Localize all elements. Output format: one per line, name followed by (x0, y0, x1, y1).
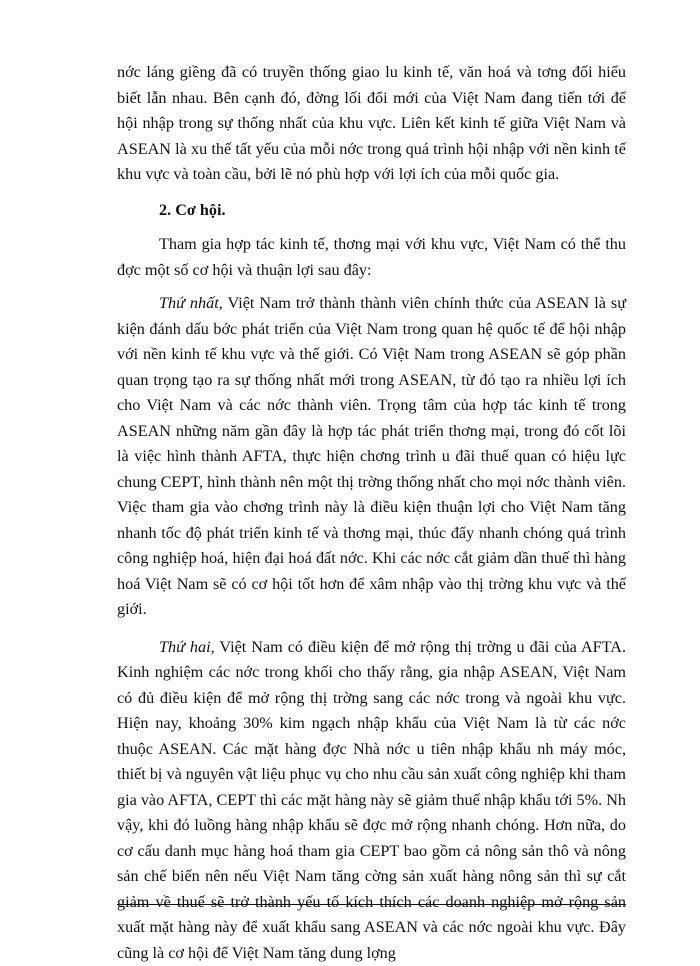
first-point-paragraph (117, 291, 626, 623)
first-point-text: , Việt Nam trở thành thành viên chính thức của ASEAN là sự kiện đánh dấu bớc phát triển của Việt Nam trong quan hệ quốc tế để hội nhập với nền kinh tế khu vực và thế giới. Có Việt Nam trong ASEAN sẽ góp phần quan trọng tạo ra sự thống nhất mới trong ASEAN, từ đó tạo ra nhiều lợi ích cho Việt Nam và các nớc thành viên. Trọng tâm của hợp tác kinh tế trong ASEAN những năm gần đây là hợp tác phát triển thơng mại, trong đó cốt lõi là việc hình thành AFTA, thực hiện chơng trình u đãi thuế quan có hiệu lực chung CEPT, hình thành nên một thị trờng thống nhất cho mọi nớc thành viên. Việc tham gia vào chơng trình này là điều kiện thuận lợi cho Việt Nam tăng nhanh tốc độ phát triển kinh tế và thơng mại, thúc đẩy nhanh chóng quá trình công nghiệp hoá, hiện đại hoá đất nớc. Khi các nớc cắt giảm dần thuế thì hàng hoá Việt Nam sẽ có cơ hội tốt hơn để xâm nhập vào thị trờng khu vực và thế giới. (117, 294, 626, 618)
section-heading: 2. Cơ hội. (117, 198, 626, 224)
first-point-label: Thứ nhất (159, 294, 219, 312)
page-body (117, 60, 626, 966)
intro-paragraph: nớc láng giềng đã có truyền thống giao lu kinh tế, văn hoá và tơng đối hiểu biết lẫn nhau. Bên cạnh đó, đờng lối đổi mới của Việt Nam đang tiến tới để hội nhập trong sự thống nhất của khu vực. Liên kết kinh tế giữa Việt Nam và ASEAN là xu thế tất yếu của mỗi nớc trong quá trình hội nhập với nền kinh tế khu vực và toàn cầu, bởi lẽ nó phù hợp với lợi ích của mỗi quốc gia. (117, 60, 626, 188)
lead-paragraph: Tham gia hợp tác kinh tế, thơng mại với khu vực, Việt Nam có thể thu đợc một số cơ hội và thuận lợi sau đây: (117, 232, 626, 283)
second-point-text: , Việt Nam có điều kiện để mở rộng thị trờng u đãi của AFTA. Kinh nghiệm các nớc trong khối cho thấy rằng, gia nhập ASEAN, Việt Nam có đủ điều kiện để mở rộng thị trờng sang các nớc trong và ngoài khu vực. Hiện nay, khoảng 30% kim ngạch nhập khẩu của Việt Nam là từ các nớc thuộc ASEAN. Các mặt hàng đợc Nhà nớc u tiên nhập khẩu nh máy móc, thiết bị và nguyên vật liệu phục vụ cho nhu cầu sản xuất công nghiệp khi tham gia vào AFTA, CEPT thì các mặt hàng này sẽ giảm thuế nhập khẩu tới 5%. Nh vậy, khi đó luồng hàng nhập khẩu sẽ đợc mở rộng nhanh chóng. Hơn nữa, do cơ cấu danh mục hàng hoá tham gia CEPT bao gồm cả nông sản thô và nông sản chế biến nên nếu Việt Nam tăng cờng sản xuất hàng nông sản thì sự cắt giảm về thuế sẽ trở thành yếu tố kích thích các doanh nghiệp mở rộng sản xuất mặt hàng này để xuất khẩu sang ASEAN và các nớc ngoài khu vực. Đây cũng là cơ hội để Việt Nam tăng dung lợng (117, 638, 626, 962)
footer-divider (117, 904, 626, 905)
second-point-label: Thứ hai (159, 638, 211, 656)
second-point-paragraph (117, 635, 626, 966)
